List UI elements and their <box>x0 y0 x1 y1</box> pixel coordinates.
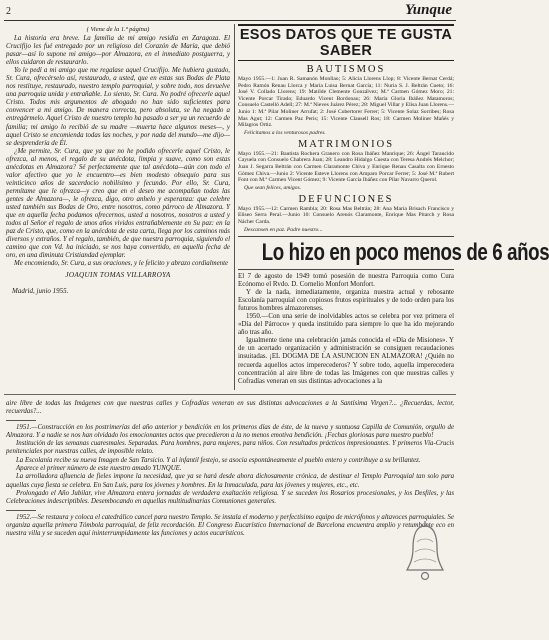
article-continuation <box>6 400 454 636</box>
letter-paragraph: Me encomiendo, Sr. Cura, a sus oraciones, y le felicito y abrazo cordialmente <box>14 260 229 268</box>
article-paragraph: El 7 de agosto de 1949 tomó posesión de nuestra Parroquia como Cura Ecónomo el Rvdo. D. Cornelio Monfort Monfort. <box>238 272 454 288</box>
horizontal-rule <box>4 394 456 395</box>
section-rule <box>238 269 454 270</box>
page-number: 2 <box>6 6 11 17</box>
defunciones-footnote: Descansen en paz. Padre nuestro... <box>244 226 323 233</box>
column-divider <box>234 24 235 390</box>
continuation-paragraph: aire libre de todas las Imágenes con que nuestras calles y Cofradías veneran en sus distintas advocaciones a la Santísima Virgen?... ¿Recuerdas, lector, recuerdas?... <box>6 400 454 416</box>
section-title-box <box>238 24 454 61</box>
short-rule <box>6 510 36 511</box>
continued-note: ( Viene de la 1.ª página) <box>86 26 150 33</box>
signature: JOAQUIN TOMAS VILLARROYA <box>65 271 171 280</box>
data-column <box>238 24 549 392</box>
bell-ornament-icon <box>404 520 446 590</box>
bautismos-footnote: Felicitamos a los venturosos padres. <box>244 129 326 136</box>
place-date: Madrid, junio 1955. <box>12 287 69 296</box>
defunciones-text: Mayo 1955.—12: Carmen Rambla; 20: Rosa Mas Beltrán; 28: Ana María Brisach Francisco y Eliseo Serra Peral.—Junio 10: Consuelo Arenós Claramonte, Enrique Mas Pitarch y Rosa Nácher Carda. <box>238 205 454 225</box>
article-paragraph: Igualmente tiene una celebración jamás conocida el «Día de Misiones». Y de un acertado organización y administración se consiguen recaudaciones insuitadas. ¡EL DOGMA DE LA ASUNCION EN ALMAZORA! ¿Quién no recuerda aquellos actos imperecederos? Y sobre todo, aquella imperecedera concentración al aire libre de todas las Imágenes con que nuestras calles y Cofradías veneran en sus distintas advocaciones a la <box>238 337 454 385</box>
letter-paragraph: ¿Me permite, Sr. Cura, que ya que no he podido ofrecerle aquel Cristo, le ofrezca, al menos, el regalo de su anécdota, limpia y suave, como son estas anécdotas en Almazora? Sé perfectamente que tal anécdota—aún con todo el valor afectivo que yo le encuentro—es bien modesto obsequio para sus veinticinco años de sacerdocio nobilísimo y fecundo. Por ello, Sr. Cura, permítame que le ofrezca—y creo que en el deseo me acompañan todas las gentes de Almazora—, le ofrezca, digo, otro anhelo y esperanza: que celebre usted también sus Bodas de Oro, entre nosotros, como párroco de Almazora. Y que en aquella fecha podamos ofrecernos, usted a nosotros, nosotros a usted y todos al Señor el regalo de unos años vividos entrañablemente en Su paz: en la paz de Cristo, que, como en la anécdota de esta carta, llega por los caminos más diversos y extraños. Y el regalo, también, de que nuestra parroquia, siguiendo el camino que con Vd. ha iniciado, se nos haya convertido, en aquella fecha de oro, en una diminuta Cristiandad ejemplar. <box>6 147 230 260</box>
matrimonios-heading: MATRIMONIOS <box>297 138 395 150</box>
continuation-paragraph: La arrolladora afluencia de fieles impone la necesidad, que ya se hará desde ahora dichosamente crónica, de destinar el Templo Parroquial tan solo para aquellas cuya fiesta se celebra. En San Luis, para los jóvenes y hombres. En la Inmaculada, para las jóvenes y mujeres, etc., etc. <box>6 473 454 489</box>
matrimonios-text: Mayo 1955.—21: Bautista Rochera Granero con Rosa Ibáñez Manrique; 26: Ángel Taraucido Cayuela con Consuelo Chabrera Juan; 28: Leandro Hidalgo Cuesta con Teresa Andrés Melchor; Juan J. Segarra Beltrán con Carmen Claramonte Chiva y Enrique Renau Casalta con Ernesto Gómez Chiva.—Junio 2: Vicente Esteve Llorens con Amparo Porcar Ferrer; 5: José M.ª Rubert Font con M.ª Carmen Vicent Gómez; 9: Vicente García Ibáñez con Pilar Navarro Querol. <box>238 150 454 184</box>
defunciones-heading: DEFUNCIONES <box>298 193 394 205</box>
continuation-paragraph: Aparece el primer número de este nuestro amado YUNQUE. <box>16 465 182 473</box>
continuation-paragraph: La Escolanía recibe su nueva Imagen de San Tarsicio. Y al infantil festejo, se asocia espontáneamente el pueblo entero y contribuye a su brillantez. <box>16 456 421 464</box>
masthead: Yunque <box>405 2 452 18</box>
letter-column <box>6 26 230 392</box>
top-rule <box>4 20 456 21</box>
section-rule <box>238 236 454 237</box>
short-rule <box>6 420 36 421</box>
matrimonios-footnote: Que sean felices, amigos. <box>244 184 302 191</box>
continuation-paragraph: Institución de las semanas cuaresmales. Separadas. Para hombres, para mujeres, para niños. Con resultados prácticos impresionantes. Y primeros Vía-Crucis penitenciales por nuestras calles, de imposible relato. <box>6 440 454 456</box>
continuation-paragraph: Prolongado el Año Jubilar, vive Almazora entera jornadas de verdadera exaltación religiosa. Y se suceden los Rosarios procesionales, y los Desfiles, y las Celebraciones indescriptibles. Desembocando en aquellas multitudinarias Comuniones generales. <box>6 489 454 506</box>
article-paragraph: Y de la nada, inmediatamente, organiza nuestra actual y rebosante Escolanía parroquial con copiosos frutos espirituales y de todo orden para los futuros hombres almazorenses. <box>238 288 454 312</box>
letter-paragraph: La historia era breve. La familia de mi amigo residía en Zaragoza. El Crucifijo les fué entregado por un religioso del Corazón de María, que debió pasar—así lo supone mi amigo—por Almazora, en el inmediato postguerra, y ellos cuidaron de restaurarlo. <box>6 35 230 67</box>
bautismos-heading: BAUTISMOS <box>306 64 386 75</box>
section-title: ESOS DATOS QUE TE GUSTA SABER <box>239 27 453 59</box>
continuation-paragraph: 1951.—Construcción en los postrimerías del año anterior y bendición en los primeros días de éste, de la nueva y suntuosa Capilla de Comunión, orgullo de Almazora. Y a nadie se nos han olvidado los emocionantes actos que precedieron a la no menos emotiva bendición. ¡Fechas gloriosas para nuestro pueblo! <box>6 423 454 439</box>
article-paragraph: 1950.—Con una serie de inolvidables actos se celebra por vez primera el «Día del Párroco» y queda instituído para siempre lo que ha ido mejorando año tras año. <box>238 312 454 337</box>
letter-paragraph: Yo le pedí a mi amigo que me regalase aquel Crucifijo. Me hubiera gustado, Sr. Cura, ofrecérselo así, restaurado, a usted, que en estas sus Bodas de Plata nos restituye, restaurado, nuestro templo parroquial, y sobre todo, nos devuelve una parroquia unida y entrañable. Lo siento, Sr. Cura. No podré ofrecerle aquel Cristo. Todos mis argumentos de abogado no han sido suficientes para convencer a mi amigo. De manera correcta, pero absoluta, se ha negado a entregármelo. Aquel Cristo de nuestro templo ha pasado a ser ya un recuerdo de familia; mi amigo lo recibió de su madre —muerta hace algunos meses—, y aquel Cristo se encomienda todas las noches, y por nada del mundo—me dijo—se desprendería de Él. <box>6 67 230 147</box>
bautismos-text: Mayo 1955.—1: Juan R. Samanón Monllao; 5: Alicia Llorens Llop; 8: Vicente Bernat Cerdá; Pedro Ramón Renau Llorca y María Luisa Bernat García; 11: Nuria S. J. Beltrán Cueto; 16: José V. Collado Llorens; 19: Matilde Clemente Gonzálvez; M.ª Carmen Gómez Moro; 21: Vicente Porcar Tirado; Eduardo Vicent Bordonau; 26: María Gloria Ibáñez Matamoros; Consuelo Castelló Adell; 27: M.ª Nieves Juárez Pérez; 28: Miguel Villar y Elisa Juan Llorens.—Junio 1: M.ª Pilar Moliner Arrufat; 2: José Cubertorer Ferrer; 5: Vicente Solaz Sorribes; Rosa Mas Agut; 12: Carmen Paz Peris; 15: Vicente Clausell Ros; 18: Carmen Moliner Mañés y Milagros Ortiz. <box>238 76 454 129</box>
continuation-paragraph: 1952.—Se restaura y coloca el catedrálico cancel para nuestro Templo. Se instala el moderno y perfectísimo equipo de micrófonos y altavoces parroquiales. Se organiza aquella primera Tómbola parroquial, de feliz recordación. El Congreso Eucarístico Internacional de Barcelona encuentra amplio y retumbante eco en nuestra villa y se suceden aquí ininterrumpidamente las funciones y actos eucarísticos. <box>6 513 454 538</box>
article-headline: Lo hizo en poco menos de 6 años <box>261 238 549 266</box>
